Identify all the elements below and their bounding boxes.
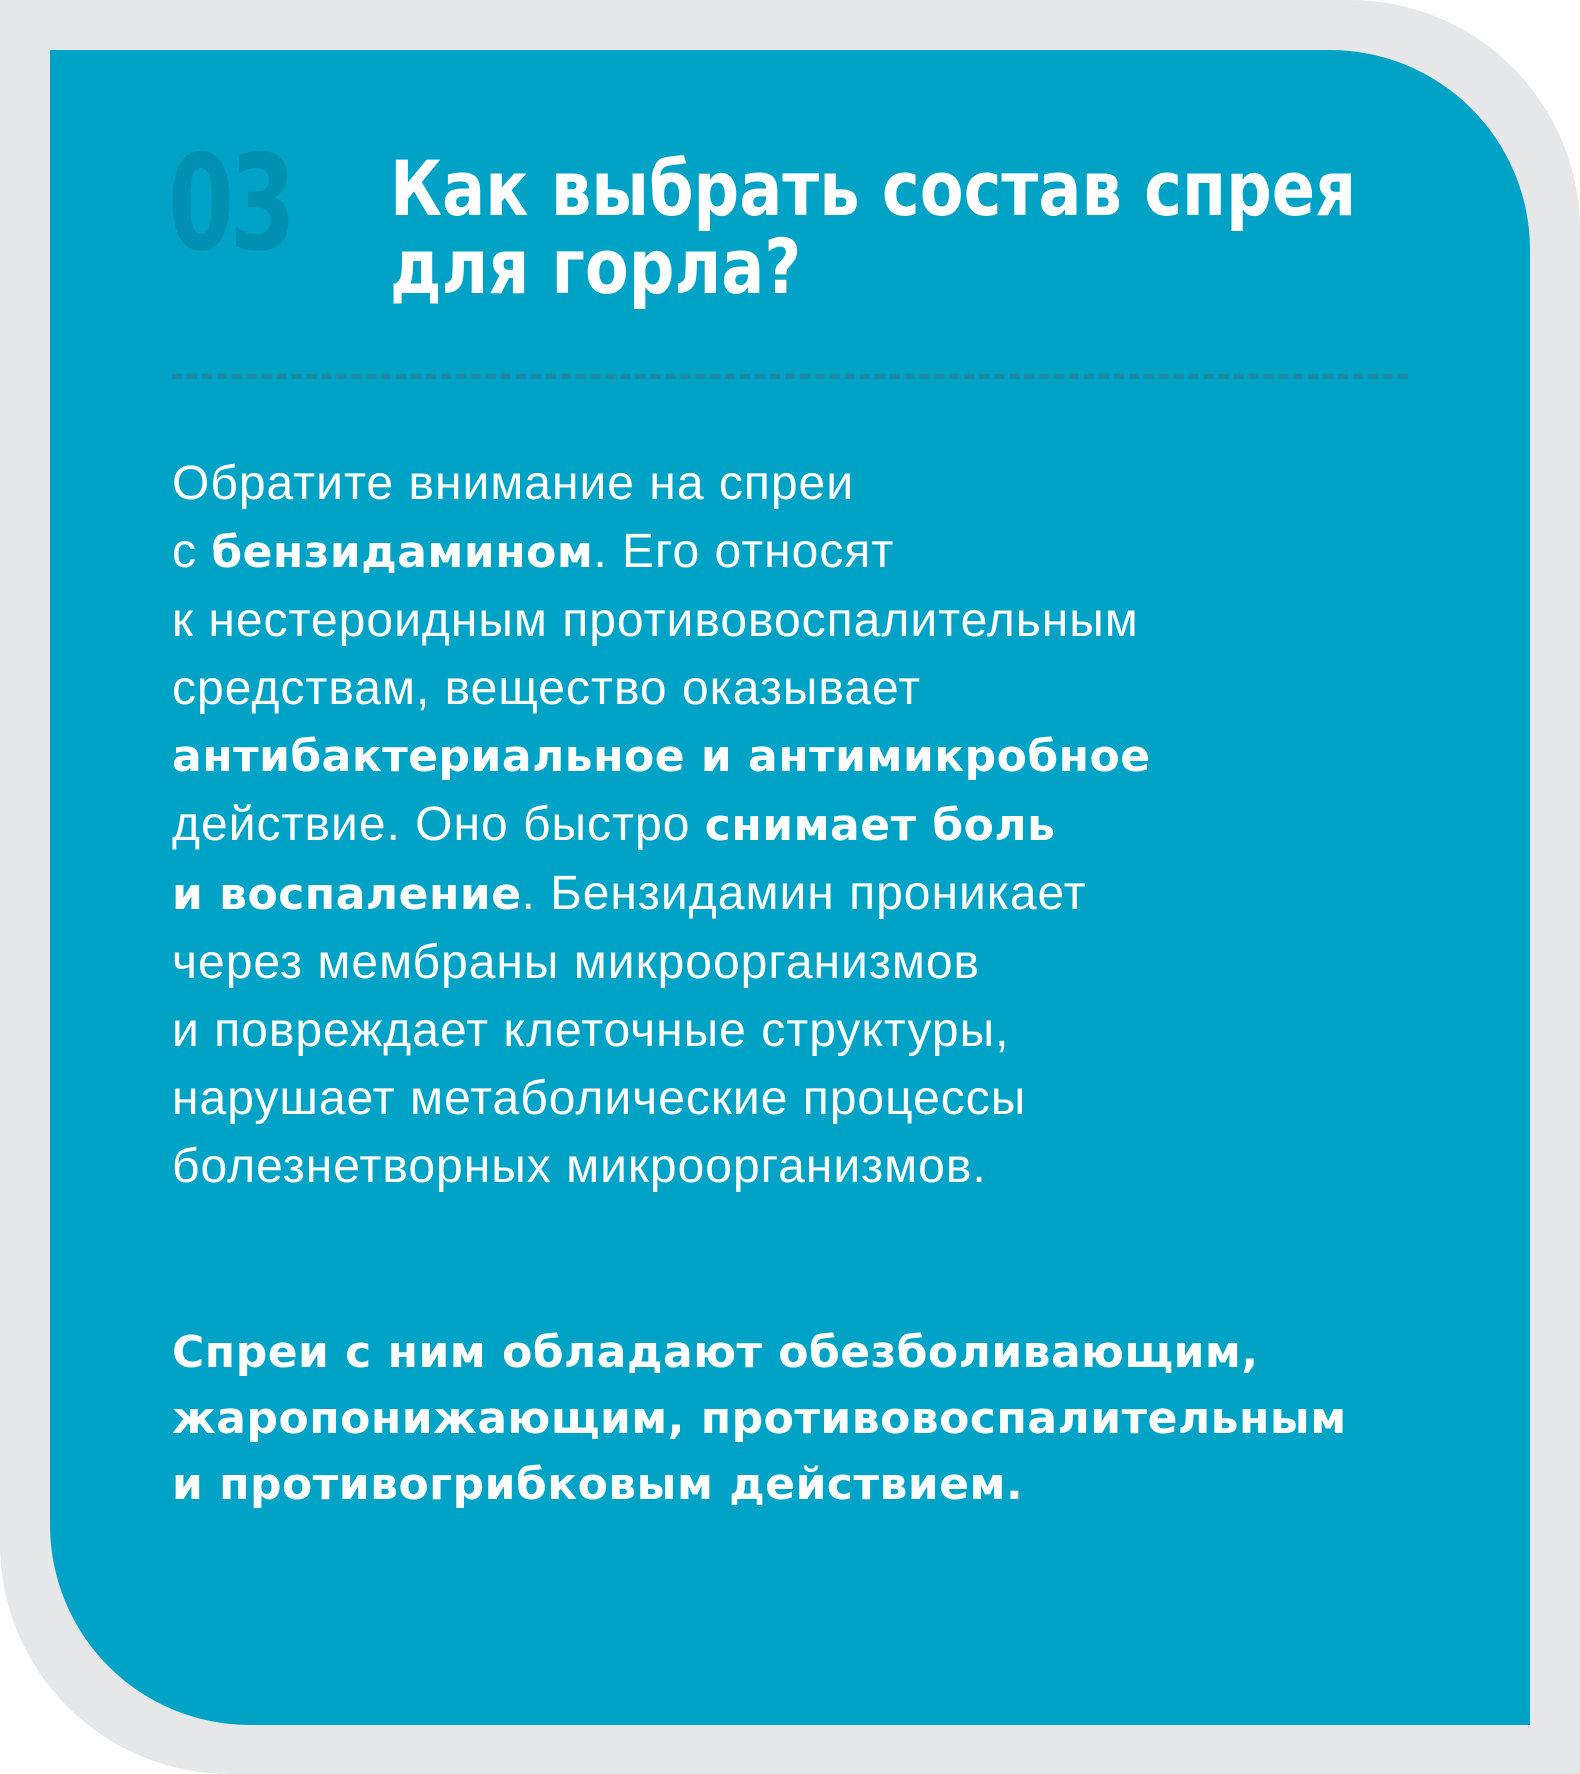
- summary-line: и противогрибковым действием.: [172, 1459, 1024, 1510]
- highlight-antibacterial: антибактериальное и антимикробное: [172, 731, 1151, 782]
- summary-line: Спреи с ним обладают обезболивающим,: [172, 1327, 1259, 1378]
- body-text-segment: действие. Оно быстро: [172, 798, 705, 851]
- highlight-relieves-pain: снимает боль: [704, 800, 1056, 851]
- body-line: средствам, вещество оказывает: [172, 662, 922, 715]
- body-line: болезнетворных микроорганизмов.: [172, 1140, 987, 1193]
- dashed-divider: [172, 374, 1408, 379]
- step-number: 03: [168, 127, 292, 281]
- summary-paragraph: [172, 1320, 1472, 1518]
- card-title: [390, 144, 1357, 311]
- body-line: [172, 860, 1422, 929]
- body-line: [172, 518, 1422, 587]
- highlight-inflammation: и воспаление: [172, 869, 522, 920]
- body-paragraph: [172, 450, 1422, 1201]
- highlight-benzydamine: бензидамином: [211, 527, 594, 578]
- body-line: Обратите внимание на спреи: [172, 457, 855, 510]
- body-text-segment: . Его относят: [593, 525, 895, 578]
- body-text-segment: . Бензидамин проникает: [521, 867, 1087, 920]
- card-title-line-2: для горла?: [390, 222, 802, 311]
- summary-line: жаропонижающим, противовоспалительным: [172, 1393, 1347, 1444]
- body-line: нарушает метаболические процессы: [172, 1072, 1027, 1125]
- body-line: к нестероидным противовоспалительным: [172, 594, 1139, 647]
- body-line: [172, 791, 1422, 860]
- body-line: через мембраны микроорганизмов: [172, 936, 981, 989]
- body-text-segment: с: [172, 525, 212, 578]
- card-title-line-1: Как выбрать состав спрея: [390, 144, 1357, 233]
- info-card: [50, 50, 1530, 1725]
- body-line: и повреждает клеточные структуры,: [172, 1004, 1010, 1057]
